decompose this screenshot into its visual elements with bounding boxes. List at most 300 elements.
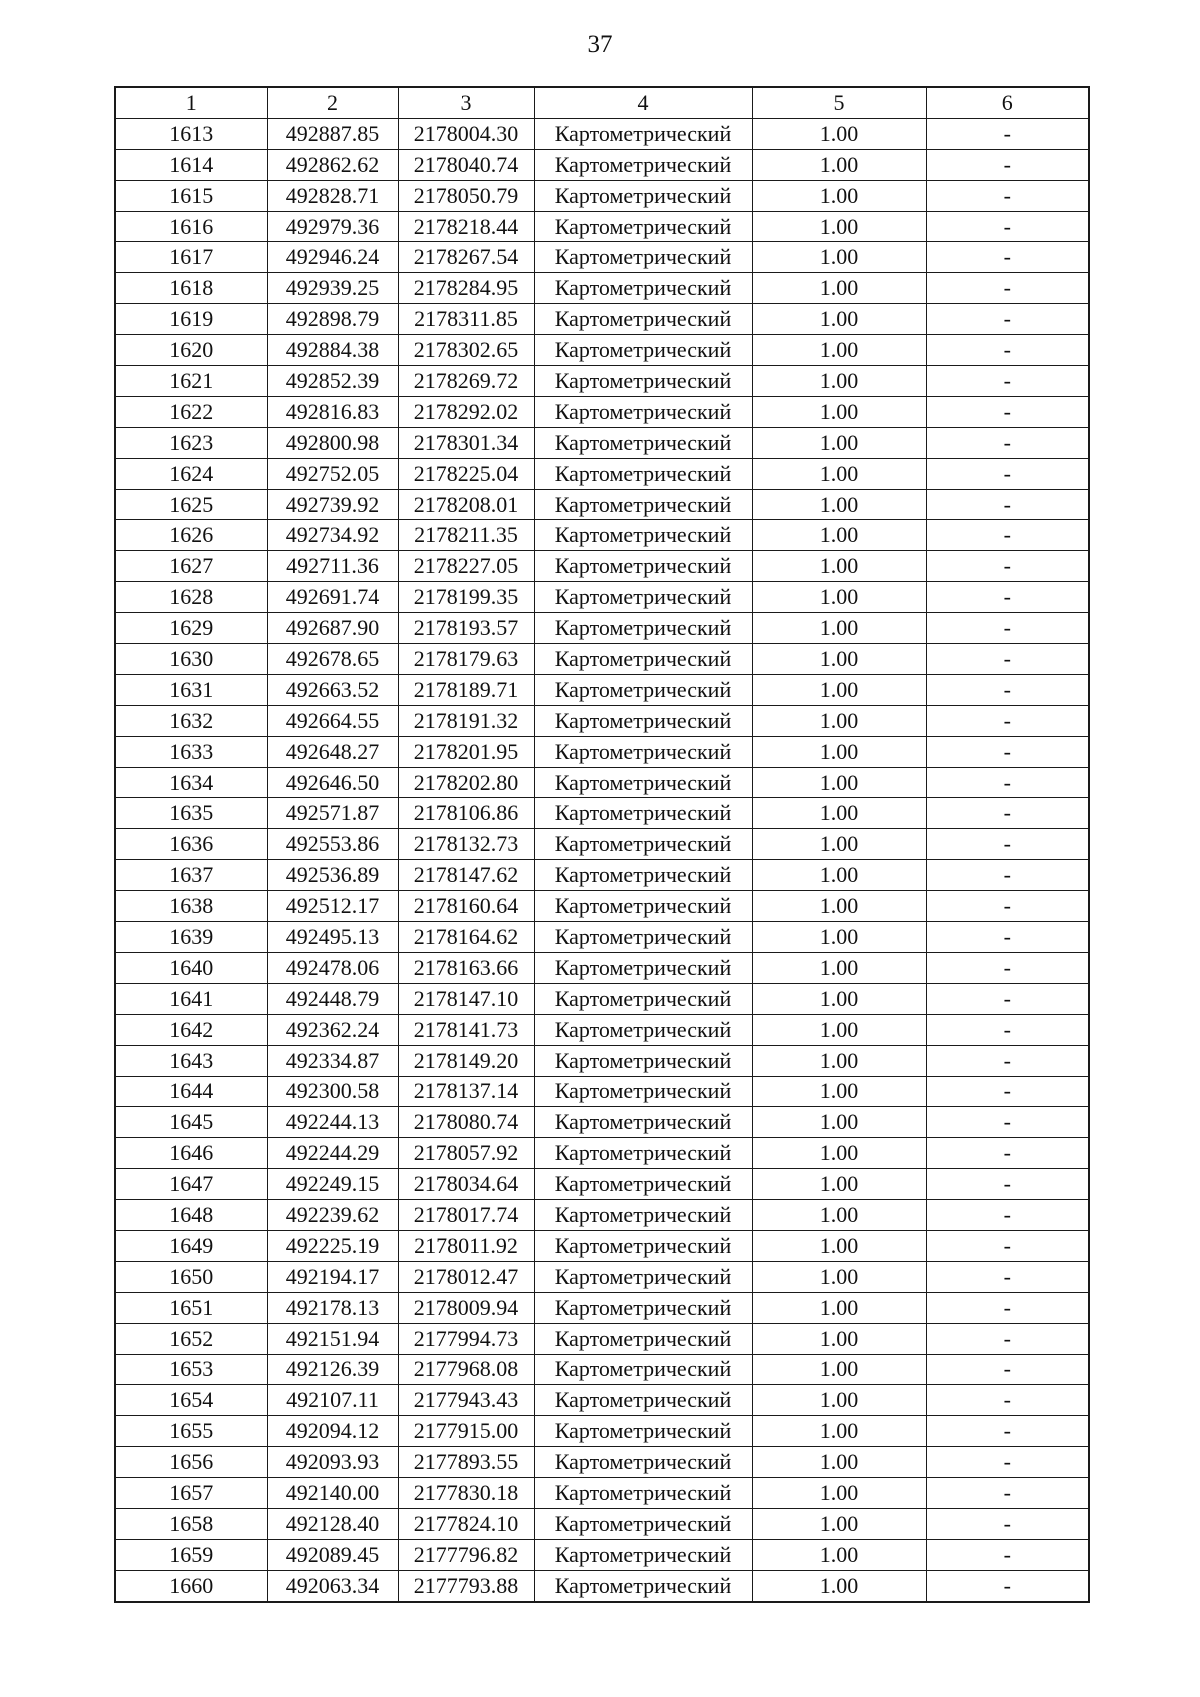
method-cell: Картометрический: [534, 1169, 752, 1200]
table-row: [115, 427, 1089, 458]
note-cell: -: [926, 396, 1089, 427]
accuracy-cell: 1.00: [752, 644, 926, 675]
table-row: [115, 180, 1089, 211]
accuracy-cell: 1.00: [752, 891, 926, 922]
x-coordinate-cell: 492107.11: [267, 1385, 398, 1416]
method-cell: Картометрический: [534, 829, 752, 860]
accuracy-cell: 1.00: [752, 118, 926, 149]
accuracy-cell: 1.00: [752, 1014, 926, 1045]
table-row: [115, 644, 1089, 675]
accuracy-cell: 1.00: [752, 922, 926, 953]
table-row: [115, 1508, 1089, 1539]
y-coordinate-cell: 2178137.14: [398, 1076, 534, 1107]
point-number-cell: 1649: [115, 1230, 267, 1261]
x-coordinate-cell: 492512.17: [267, 891, 398, 922]
y-coordinate-cell: 2178147.62: [398, 860, 534, 891]
accuracy-cell: 1.00: [752, 674, 926, 705]
y-coordinate-cell: 2178267.54: [398, 242, 534, 273]
point-number-cell: 1629: [115, 613, 267, 644]
method-cell: Картометрический: [534, 427, 752, 458]
y-coordinate-cell: 2178149.20: [398, 1045, 534, 1076]
column-header-5: 5: [752, 87, 926, 118]
table-row: [115, 118, 1089, 149]
y-coordinate-cell: 2178208.01: [398, 489, 534, 520]
point-number-cell: 1640: [115, 952, 267, 983]
table-row: [115, 335, 1089, 366]
note-cell: -: [926, 1014, 1089, 1045]
accuracy-cell: 1.00: [752, 520, 926, 551]
method-cell: Картометрический: [534, 273, 752, 304]
x-coordinate-cell: 492362.24: [267, 1014, 398, 1045]
y-coordinate-cell: 2178301.34: [398, 427, 534, 458]
table-row: [115, 1107, 1089, 1138]
note-cell: -: [926, 613, 1089, 644]
table-row: [115, 952, 1089, 983]
x-coordinate-cell: 492334.87: [267, 1045, 398, 1076]
note-cell: -: [926, 891, 1089, 922]
table-row: [115, 1385, 1089, 1416]
note-cell: -: [926, 1169, 1089, 1200]
x-coordinate-cell: 492734.92: [267, 520, 398, 551]
table-row: [115, 520, 1089, 551]
coordinates-table: [114, 86, 1090, 1603]
point-number-cell: 1642: [115, 1014, 267, 1045]
note-cell: -: [926, 1200, 1089, 1231]
column-header-3: 3: [398, 87, 534, 118]
y-coordinate-cell: 2178106.86: [398, 798, 534, 829]
table-row: [115, 582, 1089, 613]
accuracy-cell: 1.00: [752, 1138, 926, 1169]
x-coordinate-cell: 492178.13: [267, 1292, 398, 1323]
method-cell: Картометрический: [534, 952, 752, 983]
x-coordinate-cell: 492816.83: [267, 396, 398, 427]
x-coordinate-cell: 492093.93: [267, 1447, 398, 1478]
column-header-6: 6: [926, 87, 1089, 118]
y-coordinate-cell: 2178199.35: [398, 582, 534, 613]
x-coordinate-cell: 492239.62: [267, 1200, 398, 1231]
point-number-cell: 1639: [115, 922, 267, 953]
table-row: [115, 1354, 1089, 1385]
table-row: [115, 798, 1089, 829]
table-row: [115, 551, 1089, 582]
x-coordinate-cell: 492979.36: [267, 211, 398, 242]
y-coordinate-cell: 2178311.85: [398, 304, 534, 335]
x-coordinate-cell: 492687.90: [267, 613, 398, 644]
method-cell: Картометрический: [534, 736, 752, 767]
table-row: [115, 1570, 1089, 1601]
point-number-cell: 1615: [115, 180, 267, 211]
y-coordinate-cell: 2178050.79: [398, 180, 534, 211]
table-row: [115, 767, 1089, 798]
y-coordinate-cell: 2178011.92: [398, 1230, 534, 1261]
y-coordinate-cell: 2178012.47: [398, 1261, 534, 1292]
column-header-1: 1: [115, 87, 267, 118]
x-coordinate-cell: 492478.06: [267, 952, 398, 983]
y-coordinate-cell: 2178201.95: [398, 736, 534, 767]
table-row: [115, 829, 1089, 860]
table-row: [115, 304, 1089, 335]
accuracy-cell: 1.00: [752, 829, 926, 860]
y-coordinate-cell: 2178057.92: [398, 1138, 534, 1169]
y-coordinate-cell: 2177915.00: [398, 1416, 534, 1447]
x-coordinate-cell: 492140.00: [267, 1478, 398, 1509]
x-coordinate-cell: 492884.38: [267, 335, 398, 366]
note-cell: -: [926, 551, 1089, 582]
point-number-cell: 1656: [115, 1447, 267, 1478]
x-coordinate-cell: 492448.79: [267, 983, 398, 1014]
accuracy-cell: 1.00: [752, 798, 926, 829]
x-coordinate-cell: 492089.45: [267, 1539, 398, 1570]
method-cell: Картометрический: [534, 922, 752, 953]
note-cell: -: [926, 1447, 1089, 1478]
method-cell: Картометрический: [534, 1261, 752, 1292]
x-coordinate-cell: 492752.05: [267, 458, 398, 489]
y-coordinate-cell: 2177830.18: [398, 1478, 534, 1509]
x-coordinate-cell: 492244.13: [267, 1107, 398, 1138]
point-number-cell: 1636: [115, 829, 267, 860]
accuracy-cell: 1.00: [752, 1354, 926, 1385]
accuracy-cell: 1.00: [752, 335, 926, 366]
table-row: [115, 736, 1089, 767]
point-number-cell: 1635: [115, 798, 267, 829]
point-number-cell: 1644: [115, 1076, 267, 1107]
method-cell: Картометрический: [534, 1416, 752, 1447]
note-cell: -: [926, 489, 1089, 520]
x-coordinate-cell: 492663.52: [267, 674, 398, 705]
y-coordinate-cell: 2178269.72: [398, 366, 534, 397]
accuracy-cell: 1.00: [752, 582, 926, 613]
x-coordinate-cell: 492946.24: [267, 242, 398, 273]
accuracy-cell: 1.00: [752, 1508, 926, 1539]
table-row: [115, 366, 1089, 397]
point-number-cell: 1641: [115, 983, 267, 1014]
method-cell: Картометрический: [534, 767, 752, 798]
y-coordinate-cell: 2178218.44: [398, 211, 534, 242]
table-row: [115, 1323, 1089, 1354]
point-number-cell: 1632: [115, 705, 267, 736]
y-coordinate-cell: 2178189.71: [398, 674, 534, 705]
accuracy-cell: 1.00: [752, 273, 926, 304]
y-coordinate-cell: 2177796.82: [398, 1539, 534, 1570]
x-coordinate-cell: 492249.15: [267, 1169, 398, 1200]
accuracy-cell: 1.00: [752, 983, 926, 1014]
y-coordinate-cell: 2177968.08: [398, 1354, 534, 1385]
accuracy-cell: 1.00: [752, 489, 926, 520]
method-cell: Картометрический: [534, 1230, 752, 1261]
note-cell: -: [926, 304, 1089, 335]
note-cell: -: [926, 767, 1089, 798]
method-cell: Картометрический: [534, 1076, 752, 1107]
accuracy-cell: 1.00: [752, 1261, 926, 1292]
method-cell: Картометрический: [534, 1508, 752, 1539]
accuracy-cell: 1.00: [752, 613, 926, 644]
x-coordinate-cell: 492691.74: [267, 582, 398, 613]
method-cell: Картометрический: [534, 149, 752, 180]
x-coordinate-cell: 492664.55: [267, 705, 398, 736]
accuracy-cell: 1.00: [752, 952, 926, 983]
table-header-row: [115, 87, 1089, 118]
point-number-cell: 1648: [115, 1200, 267, 1231]
point-number-cell: 1614: [115, 149, 267, 180]
note-cell: -: [926, 952, 1089, 983]
x-coordinate-cell: 492646.50: [267, 767, 398, 798]
point-number-cell: 1627: [115, 551, 267, 582]
method-cell: Картометрический: [534, 1539, 752, 1570]
point-number-cell: 1623: [115, 427, 267, 458]
method-cell: Картометрический: [534, 1478, 752, 1509]
point-number-cell: 1650: [115, 1261, 267, 1292]
x-coordinate-cell: 492094.12: [267, 1416, 398, 1447]
note-cell: -: [926, 242, 1089, 273]
note-cell: -: [926, 644, 1089, 675]
method-cell: Картометрический: [534, 983, 752, 1014]
point-number-cell: 1647: [115, 1169, 267, 1200]
note-cell: -: [926, 1323, 1089, 1354]
table-row: [115, 1230, 1089, 1261]
table-row: [115, 1447, 1089, 1478]
accuracy-cell: 1.00: [752, 705, 926, 736]
y-coordinate-cell: 2178193.57: [398, 613, 534, 644]
point-number-cell: 1613: [115, 118, 267, 149]
y-coordinate-cell: 2178080.74: [398, 1107, 534, 1138]
note-cell: -: [926, 458, 1089, 489]
note-cell: -: [926, 118, 1089, 149]
note-cell: -: [926, 736, 1089, 767]
method-cell: Картометрический: [534, 1354, 752, 1385]
x-coordinate-cell: 492939.25: [267, 273, 398, 304]
note-cell: -: [926, 983, 1089, 1014]
y-coordinate-cell: 2178191.32: [398, 705, 534, 736]
point-number-cell: 1621: [115, 366, 267, 397]
method-cell: Картометрический: [534, 582, 752, 613]
table-row: [115, 211, 1089, 242]
y-coordinate-cell: 2178292.02: [398, 396, 534, 427]
point-number-cell: 1645: [115, 1107, 267, 1138]
y-coordinate-cell: 2178227.05: [398, 551, 534, 582]
point-number-cell: 1653: [115, 1354, 267, 1385]
note-cell: -: [926, 1292, 1089, 1323]
accuracy-cell: 1.00: [752, 149, 926, 180]
accuracy-cell: 1.00: [752, 1447, 926, 1478]
accuracy-cell: 1.00: [752, 736, 926, 767]
accuracy-cell: 1.00: [752, 1045, 926, 1076]
table-row: [115, 613, 1089, 644]
method-cell: Картометрический: [534, 335, 752, 366]
accuracy-cell: 1.00: [752, 211, 926, 242]
note-cell: -: [926, 520, 1089, 551]
table-row: [115, 1478, 1089, 1509]
accuracy-cell: 1.00: [752, 366, 926, 397]
point-number-cell: 1622: [115, 396, 267, 427]
note-cell: -: [926, 1354, 1089, 1385]
x-coordinate-cell: 492828.71: [267, 180, 398, 211]
accuracy-cell: 1.00: [752, 180, 926, 211]
x-coordinate-cell: 492495.13: [267, 922, 398, 953]
method-cell: Картометрический: [534, 860, 752, 891]
x-coordinate-cell: 492571.87: [267, 798, 398, 829]
y-coordinate-cell: 2178004.30: [398, 118, 534, 149]
y-coordinate-cell: 2178034.64: [398, 1169, 534, 1200]
point-number-cell: 1619: [115, 304, 267, 335]
accuracy-cell: 1.00: [752, 1230, 926, 1261]
method-cell: Картометрический: [534, 396, 752, 427]
note-cell: -: [926, 1508, 1089, 1539]
accuracy-cell: 1.00: [752, 1076, 926, 1107]
note-cell: -: [926, 427, 1089, 458]
note-cell: -: [926, 798, 1089, 829]
y-coordinate-cell: 2178163.66: [398, 952, 534, 983]
method-cell: Картометрический: [534, 1323, 752, 1354]
point-number-cell: 1625: [115, 489, 267, 520]
method-cell: Картометрический: [534, 211, 752, 242]
x-coordinate-cell: 492739.92: [267, 489, 398, 520]
note-cell: -: [926, 1076, 1089, 1107]
note-cell: -: [926, 829, 1089, 860]
accuracy-cell: 1.00: [752, 396, 926, 427]
x-coordinate-cell: 492063.34: [267, 1570, 398, 1601]
accuracy-cell: 1.00: [752, 1107, 926, 1138]
table-row: [115, 1045, 1089, 1076]
y-coordinate-cell: 2178147.10: [398, 983, 534, 1014]
method-cell: Картометрический: [534, 798, 752, 829]
x-coordinate-cell: 492194.17: [267, 1261, 398, 1292]
accuracy-cell: 1.00: [752, 1169, 926, 1200]
table-row: [115, 891, 1089, 922]
table-row: [115, 1261, 1089, 1292]
method-cell: Картометрический: [534, 118, 752, 149]
x-coordinate-cell: 492678.65: [267, 644, 398, 675]
note-cell: -: [926, 1385, 1089, 1416]
y-coordinate-cell: 2178211.35: [398, 520, 534, 551]
method-cell: Картометрический: [534, 1045, 752, 1076]
x-coordinate-cell: 492852.39: [267, 366, 398, 397]
table-row: [115, 1292, 1089, 1323]
point-number-cell: 1659: [115, 1539, 267, 1570]
method-cell: Картометрический: [534, 551, 752, 582]
table-row: [115, 1539, 1089, 1570]
method-cell: Картометрический: [534, 1200, 752, 1231]
method-cell: Картометрический: [534, 705, 752, 736]
point-number-cell: 1634: [115, 767, 267, 798]
note-cell: -: [926, 674, 1089, 705]
point-number-cell: 1626: [115, 520, 267, 551]
y-coordinate-cell: 2178302.65: [398, 335, 534, 366]
note-cell: -: [926, 1416, 1089, 1447]
accuracy-cell: 1.00: [752, 860, 926, 891]
note-cell: -: [926, 149, 1089, 180]
accuracy-cell: 1.00: [752, 767, 926, 798]
x-coordinate-cell: 492300.58: [267, 1076, 398, 1107]
accuracy-cell: 1.00: [752, 1416, 926, 1447]
accuracy-cell: 1.00: [752, 304, 926, 335]
method-cell: Картометрический: [534, 242, 752, 273]
method-cell: Картометрический: [534, 1385, 752, 1416]
x-coordinate-cell: 492711.36: [267, 551, 398, 582]
x-coordinate-cell: 492536.89: [267, 860, 398, 891]
x-coordinate-cell: 492898.79: [267, 304, 398, 335]
y-coordinate-cell: 2178017.74: [398, 1200, 534, 1231]
accuracy-cell: 1.00: [752, 1323, 926, 1354]
method-cell: Картометрический: [534, 674, 752, 705]
y-coordinate-cell: 2178284.95: [398, 273, 534, 304]
table-row: [115, 674, 1089, 705]
method-cell: Картометрический: [534, 458, 752, 489]
y-coordinate-cell: 2178132.73: [398, 829, 534, 860]
y-coordinate-cell: 2178040.74: [398, 149, 534, 180]
table-row: [115, 1014, 1089, 1045]
note-cell: -: [926, 922, 1089, 953]
accuracy-cell: 1.00: [752, 242, 926, 273]
accuracy-cell: 1.00: [752, 1539, 926, 1570]
y-coordinate-cell: 2177793.88: [398, 1570, 534, 1601]
note-cell: -: [926, 705, 1089, 736]
table-row: [115, 458, 1089, 489]
note-cell: -: [926, 366, 1089, 397]
accuracy-cell: 1.00: [752, 1478, 926, 1509]
accuracy-cell: 1.00: [752, 1385, 926, 1416]
point-number-cell: 1620: [115, 335, 267, 366]
method-cell: Картометрический: [534, 644, 752, 675]
method-cell: Картометрический: [534, 613, 752, 644]
table-row: [115, 1076, 1089, 1107]
y-coordinate-cell: 2177994.73: [398, 1323, 534, 1354]
point-number-cell: 1638: [115, 891, 267, 922]
note-cell: -: [926, 1478, 1089, 1509]
table-row: [115, 489, 1089, 520]
method-cell: Картометрический: [534, 180, 752, 211]
point-number-cell: 1633: [115, 736, 267, 767]
accuracy-cell: 1.00: [752, 1570, 926, 1601]
point-number-cell: 1631: [115, 674, 267, 705]
point-number-cell: 1618: [115, 273, 267, 304]
method-cell: Картометрический: [534, 1014, 752, 1045]
table-body: [115, 118, 1089, 1601]
x-coordinate-cell: 492126.39: [267, 1354, 398, 1385]
accuracy-cell: 1.00: [752, 1200, 926, 1231]
y-coordinate-cell: 2177943.43: [398, 1385, 534, 1416]
y-coordinate-cell: 2178160.64: [398, 891, 534, 922]
accuracy-cell: 1.00: [752, 1292, 926, 1323]
x-coordinate-cell: 492244.29: [267, 1138, 398, 1169]
table-row: [115, 1138, 1089, 1169]
x-coordinate-cell: 492225.19: [267, 1230, 398, 1261]
x-coordinate-cell: 492648.27: [267, 736, 398, 767]
y-coordinate-cell: 2178202.80: [398, 767, 534, 798]
note-cell: -: [926, 211, 1089, 242]
note-cell: -: [926, 273, 1089, 304]
method-cell: Картометрический: [534, 1292, 752, 1323]
table-row: [115, 149, 1089, 180]
point-number-cell: 1628: [115, 582, 267, 613]
point-number-cell: 1616: [115, 211, 267, 242]
point-number-cell: 1654: [115, 1385, 267, 1416]
note-cell: -: [926, 1107, 1089, 1138]
y-coordinate-cell: 2178164.62: [398, 922, 534, 953]
accuracy-cell: 1.00: [752, 551, 926, 582]
method-cell: Картометрический: [534, 1570, 752, 1601]
note-cell: -: [926, 582, 1089, 613]
column-header-2: 2: [267, 87, 398, 118]
point-number-cell: 1657: [115, 1478, 267, 1509]
y-coordinate-cell: 2178225.04: [398, 458, 534, 489]
note-cell: -: [926, 1230, 1089, 1261]
point-number-cell: 1643: [115, 1045, 267, 1076]
accuracy-cell: 1.00: [752, 427, 926, 458]
x-coordinate-cell: 492553.86: [267, 829, 398, 860]
method-cell: Картометрический: [534, 520, 752, 551]
method-cell: Картометрический: [534, 304, 752, 335]
note-cell: -: [926, 1138, 1089, 1169]
